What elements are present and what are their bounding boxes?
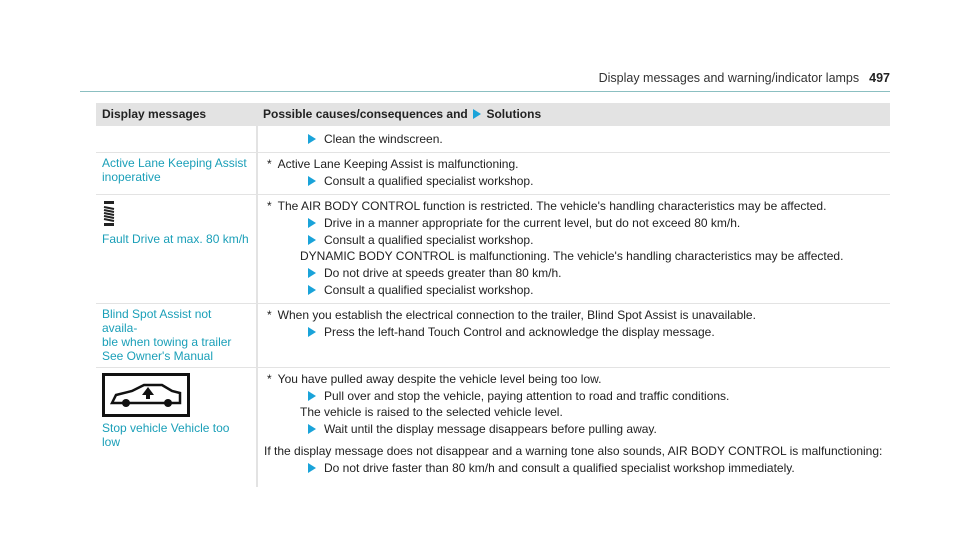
col-header-causes-label: Possible causes/consequences and xyxy=(263,107,468,121)
step-text: Consult a qualified specialist workshop. xyxy=(324,283,534,297)
solution-cell xyxy=(257,195,890,304)
table-row xyxy=(96,126,890,153)
message-cell xyxy=(96,126,257,153)
message-line: low xyxy=(102,435,121,449)
table-row xyxy=(96,195,890,304)
solution-step xyxy=(300,132,884,146)
solution-step xyxy=(300,325,884,339)
step-text: Pull over and stop the vehicle, paying attention to road and traffic conditions. xyxy=(324,389,730,403)
cause-text: * When you establish the electrical connection to the trailer, Blind Spot Assist is unavailable. xyxy=(267,308,756,322)
vehicle-lowered-icon xyxy=(102,373,190,417)
solution-cell xyxy=(257,153,890,195)
solution-step xyxy=(300,283,884,297)
cause-text: * You have pulled away despite the vehicle level being too low. xyxy=(267,372,602,386)
message-text: Fault Drive at max. 80 km/h xyxy=(102,232,249,246)
step-text: Do not drive faster than 80 km/h and consult a qualified specialist workshop immediately. xyxy=(324,461,795,475)
table-row xyxy=(96,153,890,195)
message-cell xyxy=(96,368,257,488)
solution-step xyxy=(300,266,884,280)
col-header-messages: Display messages xyxy=(96,103,257,126)
step-text: Clean the windscreen. xyxy=(324,132,443,146)
arrow-right-icon xyxy=(308,285,316,295)
arrow-right-icon xyxy=(308,327,316,337)
arrow-right-icon xyxy=(308,424,316,434)
step-text: Press the left-hand Touch Control and acknowledge the display message. xyxy=(324,325,715,339)
solution-cell xyxy=(257,126,890,153)
arrow-right-icon xyxy=(308,134,316,144)
note-text: The vehicle is raised to the selected vehicle level. xyxy=(300,405,563,419)
solution-step xyxy=(300,174,884,188)
arrow-right-icon xyxy=(308,176,316,186)
page-header xyxy=(599,71,890,85)
arrow-right-icon xyxy=(473,109,481,119)
step-text: Consult a qualified specialist workshop. xyxy=(324,233,534,247)
message-cell xyxy=(96,304,257,368)
col-header-solutions-label: Solutions xyxy=(486,107,542,121)
note-text: DYNAMIC BODY CONTROL is malfunctioning. The vehicle's handling characteristics may be affected. xyxy=(300,249,844,263)
page-number: 497 xyxy=(869,71,890,85)
suspension-spring-icon xyxy=(102,200,116,228)
message-text: Active Lane Keeping Assist inoperative xyxy=(102,156,247,184)
solution-step xyxy=(300,461,884,475)
step-text: Wait until the display message disappears before pulling away. xyxy=(324,422,657,436)
arrow-right-icon xyxy=(308,463,316,473)
solution-step xyxy=(300,389,884,403)
table-header-row xyxy=(96,103,890,126)
message-line: Blind Spot Assist not availa- xyxy=(102,307,212,335)
arrow-right-icon xyxy=(308,391,316,401)
arrow-right-icon xyxy=(308,235,316,245)
solution-step xyxy=(300,422,884,436)
header-rule xyxy=(80,91,890,92)
message-cell xyxy=(96,153,257,195)
message-line: ble when towing a trailer xyxy=(102,335,232,349)
step-text: Consult a qualified specialist workshop. xyxy=(324,174,534,188)
solution-cell xyxy=(257,304,890,368)
solution-step xyxy=(300,233,884,247)
message-cell xyxy=(96,195,257,304)
display-messages-table xyxy=(96,103,890,487)
solution-cell xyxy=(257,368,890,488)
message-line: See Owner's Manual xyxy=(102,349,214,363)
header-title: Display messages and warning/indicator lamps xyxy=(598,71,860,85)
condition-paragraph: If the display message does not disappear and a warning tone also sounds, AIR BODY CONTROL is malfunctioning: xyxy=(264,444,883,458)
col-header-causes xyxy=(257,103,890,126)
solution-step xyxy=(300,216,884,230)
arrow-right-icon xyxy=(308,268,316,278)
table-row xyxy=(96,368,890,488)
arrow-right-icon xyxy=(308,218,316,228)
step-text: Do not drive at speeds greater than 80 km/h. xyxy=(324,266,562,280)
cause-text: * Active Lane Keeping Assist is malfunctioning. xyxy=(267,157,519,171)
step-text: Drive in a manner appropriate for the current level, but do not exceed 80 km/h. xyxy=(324,216,741,230)
table-row xyxy=(96,304,890,368)
cause-text: * The AIR BODY CONTROL function is restricted. The vehicle's handling characteristics may be affected. xyxy=(267,199,827,213)
message-line: Stop vehicle Vehicle too xyxy=(102,421,230,435)
